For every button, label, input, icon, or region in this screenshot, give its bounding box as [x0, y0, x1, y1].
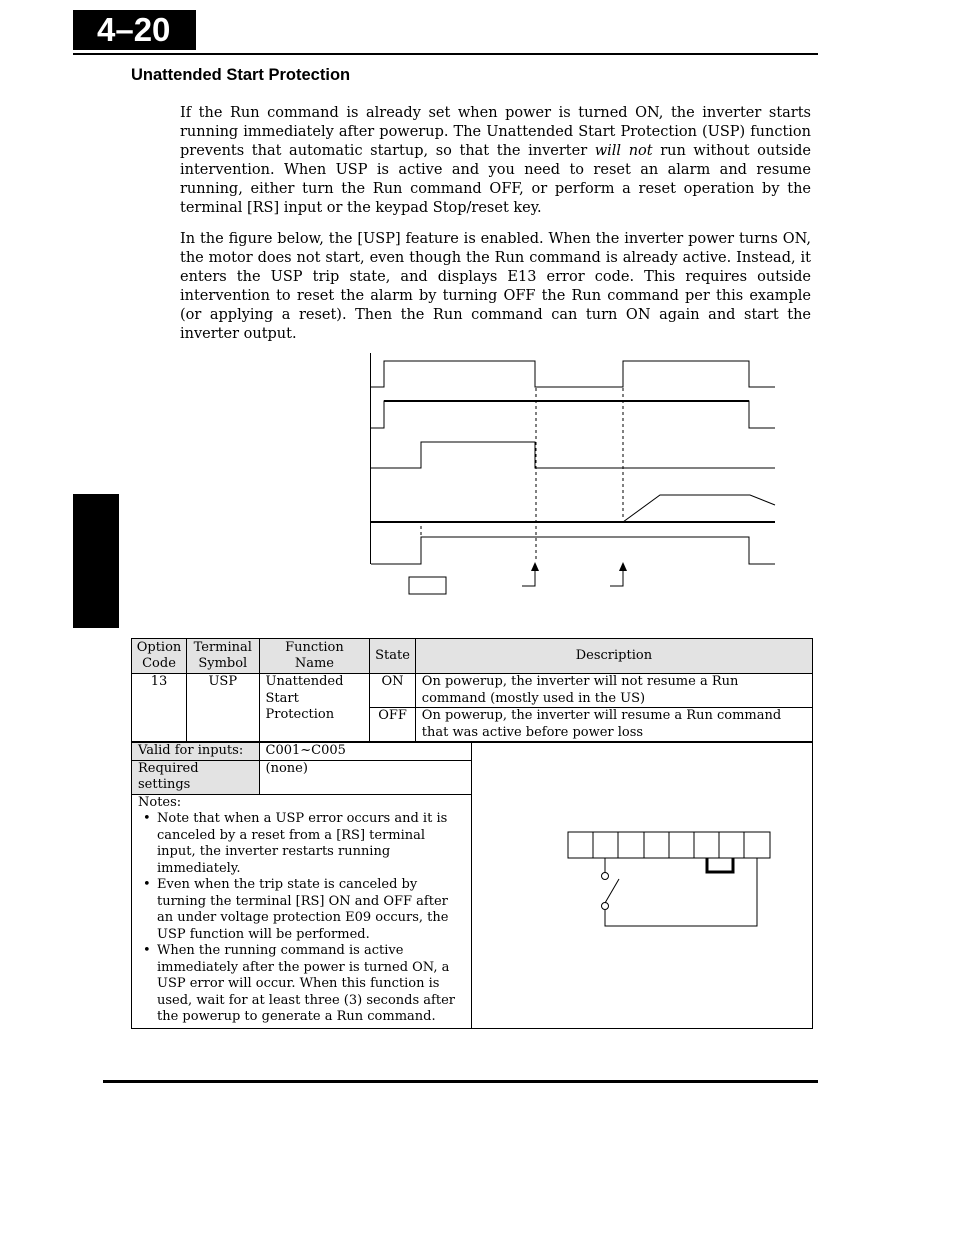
usp-wiring-diagram	[472, 743, 812, 1000]
description-off-cell: On powerup, the inverter will resume a Run command that was active before power loss	[415, 708, 812, 743]
function-table	[131, 638, 813, 1029]
valid-inputs-value: C001~C005	[259, 742, 471, 760]
terminal-symbol-cell: USP	[187, 674, 260, 743]
figure-description-paragraph: In the figure below, the [USP] feature is enabled. When the inverter power turns ON, the motor does not start, even though the Run command is already active. Instead, it enters the USP trip state, and displays E13 error code. This requires outside intervention to reset the alarm by turning OFF the Run command per this example (or applying a reset). Then the Run command can turn ON again and start the inverter output.	[180, 231, 811, 342]
required-settings-label: Required settings	[132, 760, 260, 794]
arrow-head	[531, 562, 539, 571]
switch-lever	[605, 879, 619, 903]
timing-row5-signal	[371, 537, 775, 564]
table-row-on	[132, 674, 813, 708]
jumper-link	[707, 858, 733, 872]
state-off-cell: OFF	[370, 708, 416, 743]
timing-row2-signal	[371, 401, 775, 428]
note-item: • Note that when a USP error occurs and it is canceled by a reset from a [RS] terminal input, the inverter restarts running immediately.	[152, 811, 465, 877]
timing-label-box	[409, 577, 446, 594]
chapter-side-tab	[73, 494, 119, 628]
intro-paragraph	[180, 104, 811, 217]
intro-text-start: If the Run command is already set when power is turned ON, the inverter starts running immediately after powerup. The Unattended Start Protection (USP) function prevents that automatic startup, so that the inverter	[180, 105, 811, 159]
switch-contact-bottom	[601, 903, 608, 910]
header-state: State	[370, 639, 416, 674]
switch-contact-top	[601, 873, 608, 880]
table-header-row	[132, 639, 813, 674]
notes-cell	[132, 794, 472, 1028]
footer-rule	[103, 1080, 818, 1083]
intro-emphasis: will not	[594, 142, 653, 159]
timing-row4-signal	[371, 495, 775, 522]
arrow-head	[619, 562, 627, 571]
timing-row3-signal	[371, 442, 775, 468]
header-option-code: Option Code	[132, 639, 187, 674]
header-description: Description	[415, 639, 812, 674]
timing-row1-signal	[371, 361, 775, 387]
option-code-cell: 13	[132, 674, 187, 743]
valid-inputs-label: Valid for inputs:	[132, 742, 260, 760]
note-item: • When the running command is active immediately after the power is turned ON, a USP error will occur. When this function is used, wait for at least three (3) seconds after the powerup to generate a Run command.	[152, 943, 465, 1026]
section-title: Unattended Start Protection	[131, 66, 351, 84]
notes-list	[138, 811, 465, 1028]
usp-timing-diagram	[366, 350, 778, 600]
valid-inputs-row	[132, 742, 813, 760]
wiring-diagram-cell	[471, 742, 812, 1028]
header-rule	[73, 53, 818, 55]
intro-text-end: run without outside intervention. When USP is active and you need to reset an alarm and resume running, either turn the Run command OFF, or perform a reset operation by the terminal [RS] input or the keypad Stop/reset key.	[180, 142, 811, 216]
required-settings-value: (none)	[259, 760, 471, 794]
header-function-name: Function Name	[259, 639, 370, 674]
note-item: • Even when the trip state is canceled by turning the terminal [RS] ON and OFF after an under voltage protection E09 occurs, the USP function will be performed.	[152, 877, 465, 943]
header-terminal-symbol: Terminal Symbol	[187, 639, 260, 674]
page-number: 4–20	[73, 10, 196, 50]
function-name-cell: Unattended Start Protection	[259, 674, 370, 743]
description-on-cell: On powerup, the inverter will not resume a Run command (mostly used in the US)	[415, 674, 812, 708]
notes-title: Notes:	[138, 794, 182, 810]
state-on-cell: ON	[370, 674, 416, 708]
